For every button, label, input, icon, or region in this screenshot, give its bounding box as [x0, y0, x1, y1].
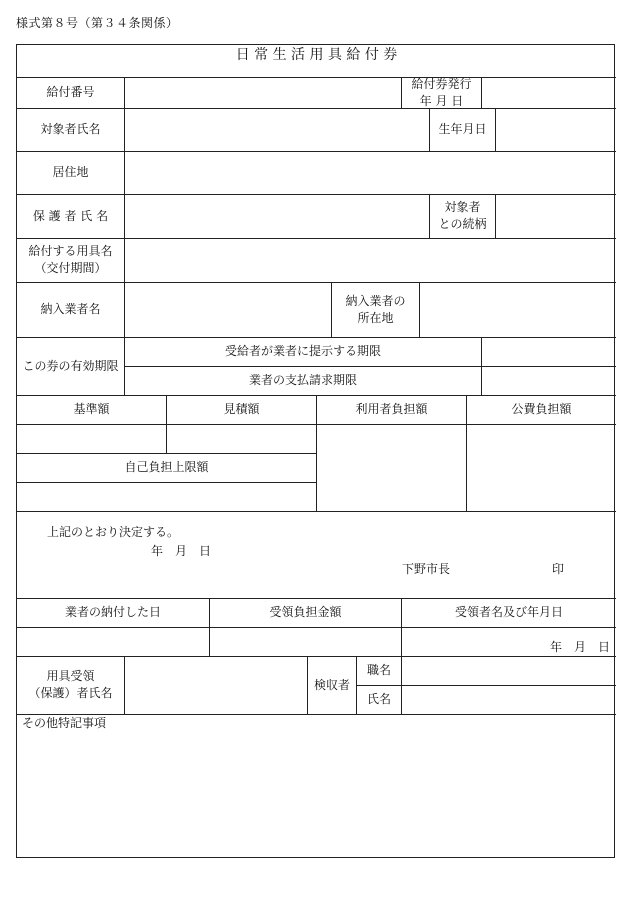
label-kyojuchi: 居住地: [52, 165, 89, 179]
label-seikyu-kigen: 業者の支払請求期限: [248, 373, 357, 387]
label-juryo-shimei: [17, 656, 124, 714]
juryo-futan-field[interactable]: [210, 628, 401, 656]
label-hogosha-shimei: 保 護 者 氏 名: [32, 208, 109, 223]
label-hakko-date-line2: 年 月 日: [419, 94, 464, 108]
label-kyufu-bango: 給付番号: [46, 85, 95, 99]
nofu-bi-field[interactable]: [17, 628, 209, 656]
label-gyosha-shozai: [332, 282, 419, 337]
shimei-field[interactable]: [402, 686, 616, 714]
seinengappi-field[interactable]: [496, 109, 616, 151]
label-yogu-mei: [17, 238, 124, 282]
label-shokumei: 職名: [366, 663, 391, 677]
label-gyosha-shozai-line1: 納入業者の: [345, 293, 406, 308]
label-shimei: 氏名: [366, 692, 391, 706]
label-taishosha-shimei: 対象者氏名: [40, 122, 101, 136]
label-kijungaku: 基準額: [73, 402, 110, 416]
label-zokugara-line1: 対象者: [444, 200, 481, 214]
label-riyosha-futan: 利用者負担額: [355, 402, 428, 416]
mayor-title: 下野市長: [402, 561, 451, 576]
seal-mark: 印: [552, 561, 565, 576]
label-nofu-bi: 業者の納付した日: [64, 605, 161, 619]
mitsumorigaku-field[interactable]: [167, 425, 316, 453]
label-gyosha-mei: 納入業者名: [40, 302, 101, 316]
form-title: 日 常 生 活 用 具 給 付 券: [235, 46, 398, 63]
label-juryo-futan: 受領負担金額: [269, 605, 342, 619]
label-hakko-date-line1: 給付券発行: [411, 77, 472, 91]
gyosha-shozai-field[interactable]: [420, 283, 616, 337]
teiji-kigen-field[interactable]: [482, 338, 616, 366]
shokumei-field[interactable]: [402, 657, 616, 685]
label-hakko-date: [402, 78, 481, 108]
kyojuchi-field[interactable]: [125, 152, 616, 194]
label-juryo-shimei-line2: （保護）者氏名: [28, 686, 113, 700]
tokki-field[interactable]: [17, 733, 616, 857]
label-juryo-shimei-line1: 用具受領: [46, 669, 95, 683]
decision-date: 年 月 日: [151, 543, 212, 558]
label-teiji-kigen: 受給者が業者に提示する期限: [224, 344, 381, 358]
kyufu-bango-field[interactable]: [125, 78, 401, 108]
taishosha-shimei-field[interactable]: [125, 109, 429, 151]
juryo-shimei-field[interactable]: [125, 657, 307, 714]
yogu-mei-field[interactable]: [125, 239, 616, 282]
label-yogu-mei-line2: （交付期間）: [34, 261, 107, 275]
jiko-futan-jogen-field[interactable]: [17, 483, 316, 511]
label-kenshusha: 検収者: [313, 677, 350, 692]
label-yogu-mei-line1: 給付する用具名: [28, 244, 113, 258]
kohi-futan-field[interactable]: [467, 425, 616, 511]
label-yuko-kigen: この券の有効期限: [22, 358, 119, 373]
gyosha-mei-field[interactable]: [125, 283, 331, 337]
hakko-date-field[interactable]: [482, 78, 616, 108]
hogosha-shimei-field[interactable]: [125, 195, 429, 238]
label-zokugara: [430, 194, 495, 238]
label-kohi-futan: 公費負担額: [511, 402, 572, 416]
label-tokki: その他特記事項: [22, 716, 107, 730]
label-jiko-futan-jogen: 自己負担上限額: [124, 460, 209, 474]
label-gyosha-shozai-line2: 所在地: [357, 310, 394, 325]
seikyu-kigen-field[interactable]: [482, 367, 616, 395]
decision-statement: 上記のとおり決定する。: [47, 524, 180, 539]
label-juryosha-date: 受領者名及び年月日: [454, 605, 563, 619]
form-id: 様式第８号（第３４条関係）: [16, 16, 179, 30]
benefit-voucher-form: [16, 44, 615, 858]
kijungaku-field[interactable]: [17, 425, 166, 453]
juryosha-date-field[interactable]: 年 月 日: [549, 640, 610, 654]
label-zokugara-line2: との続柄: [438, 217, 487, 231]
label-mitsumorigaku: 見積額: [223, 402, 260, 416]
riyosha-futan-field[interactable]: [317, 425, 466, 511]
zokugara-field[interactable]: [496, 195, 616, 238]
label-seinengappi: 生年月日: [438, 122, 487, 136]
